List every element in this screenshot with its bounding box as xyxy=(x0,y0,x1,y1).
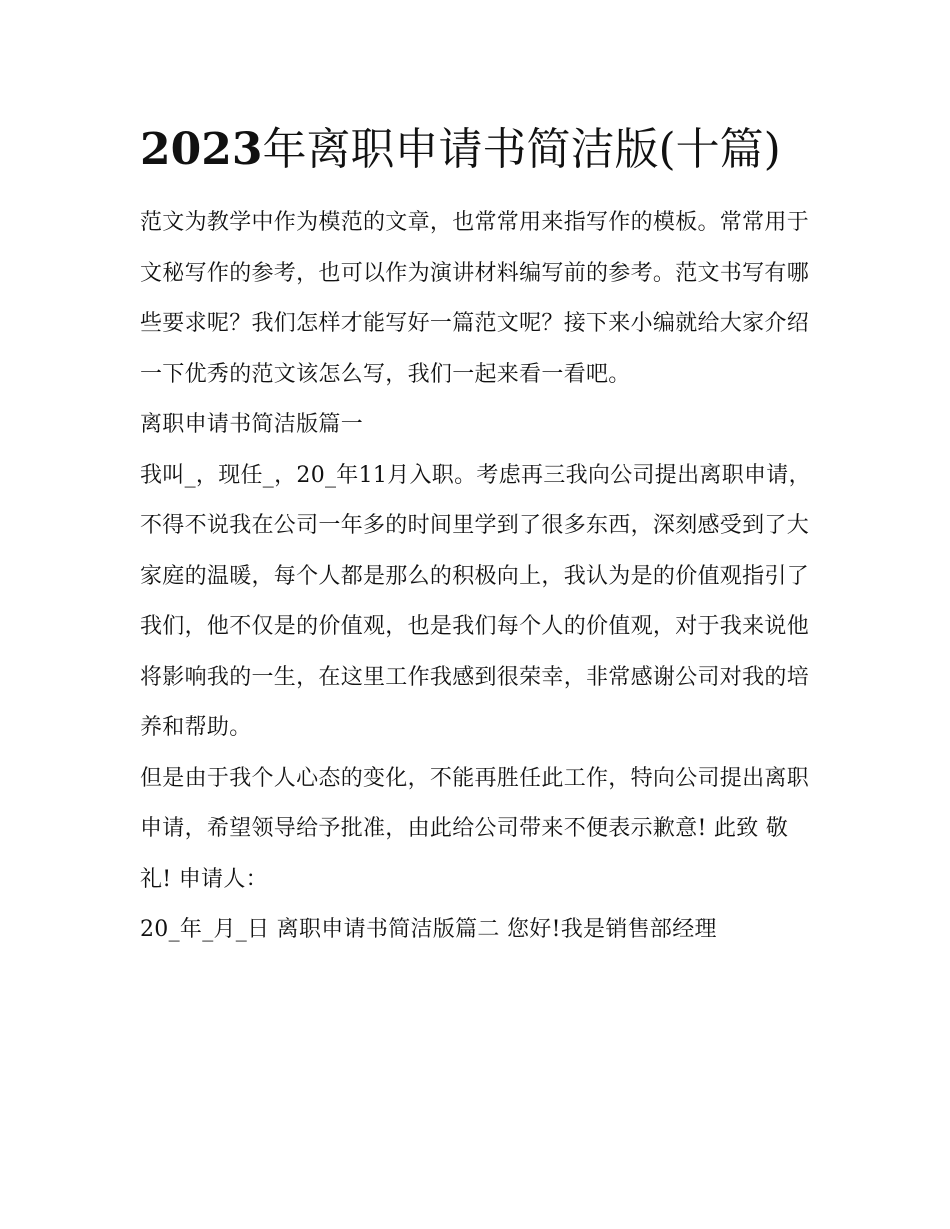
title-year: 2023 xyxy=(140,124,263,175)
section-heading-1: 离职申请书简洁版篇一 xyxy=(140,412,364,437)
body-paragraph-3: 20_年_月_日 离职申请书简洁版篇二 您好!我是销售部经理 xyxy=(140,917,717,942)
intro-paragraph: 范文为教学中作为模范的文章，也常常用来指写作的模板。常常用于文秘写作的参考，也可以作为演讲材料编写前的参考。范文书写有哪些要求呢？我们怎样才能写好一篇范文呢？接下来小编就给大家介绍一下优秀的范文该怎么写，我们一起来看一看吧。 xyxy=(140,210,810,387)
document-title xyxy=(140,112,815,188)
body-paragraph-2: 但是由于我个人心态的变化，不能再胜任此工作，特向公司提出离职申请，希望领导给予批准，由此给公司带来不便表示歉意! 此致 敬礼! 申请人： xyxy=(140,765,810,892)
body-paragraph-1: 我叫_，现任_，20_年11月入职。考虑再三我向公司提出离职申请，不得不说我在公司一年多的时间里学到了很多东西，深刻感受到了大家庭的温暖，每个人都是那么的积极向上，我认为是的价值观指引了我们，他不仅是的价值观，也是我们每个人的价值观，对于我来说他将影响我的一生，在这里工作我感到很荣幸，非常感谢公司对我的培养和帮助。 xyxy=(140,462,811,740)
title-text: 年离职申请书简洁版(十篇) xyxy=(262,124,781,175)
document-body xyxy=(140,112,815,956)
